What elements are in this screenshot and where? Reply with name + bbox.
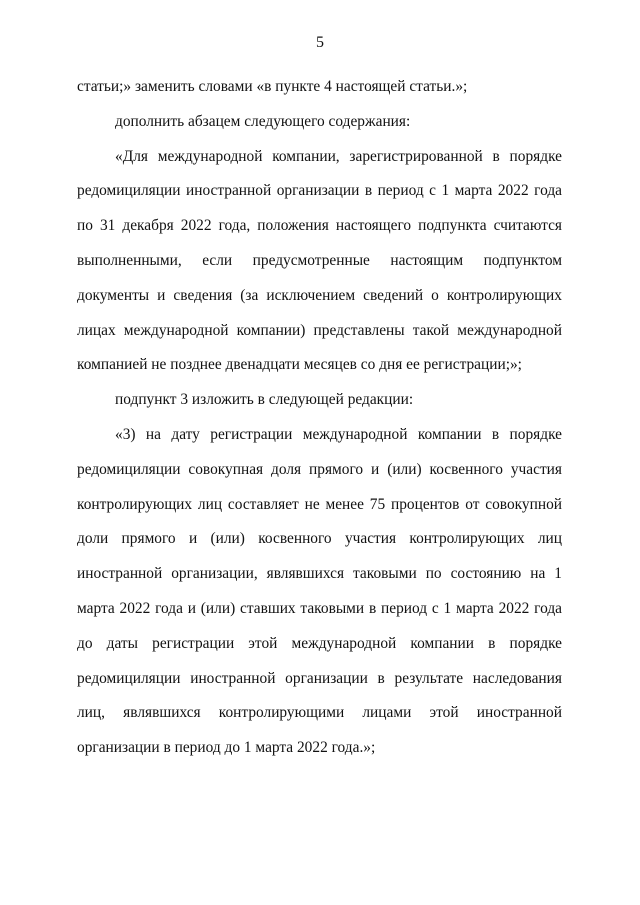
paragraph-replacement-clause: статьи;» заменить словами «в пункте 4 настоящей статьи.»; bbox=[77, 78, 468, 95]
page-number: 5 bbox=[316, 34, 324, 51]
paragraph-add-instruction: дополнить абзацем следующего содержания: bbox=[115, 112, 411, 130]
document-body bbox=[77, 70, 562, 766]
paragraph-subparagraph-instruction: подпункт 3 изложить в следующей редакции: bbox=[115, 391, 414, 409]
paragraph-international-company: «Для международной компании, зарегистрированной в порядке редомициляции иностранной организации в период с 1 марта 2022 года по 31 декабря 2022 года, положения настоящего подпункта считаются выполненными, если предусмотренные настоящим подпунктом документы и сведения (за исключением сведений о контролирующих лицах международной компании) представлены такой международной компанией не позднее двенадцати месяцев со дня ее регистрации;»; bbox=[77, 147, 562, 374]
paragraph-subparagraph-3: «3) на дату регистрации международной компании в порядке редомициляции совокупная доля прямого и (или) косвенного участия контролирующих лиц составляет не менее 75 процентов от совокупной доли прямого и (или) косвенного участия контролирующих лиц иностранной организации, являвшихся таковыми по состоянию на 1 марта 2022 года и (или) ставших таковыми в период с 1 марта 2022 года до даты регистрации этой международной компании в порядке редомициляции иностранной организации в результате наследования лиц, являвшихся контролирующими лицами этой иностранной организации в период до 1 марта 2022 года.»; bbox=[77, 425, 562, 757]
